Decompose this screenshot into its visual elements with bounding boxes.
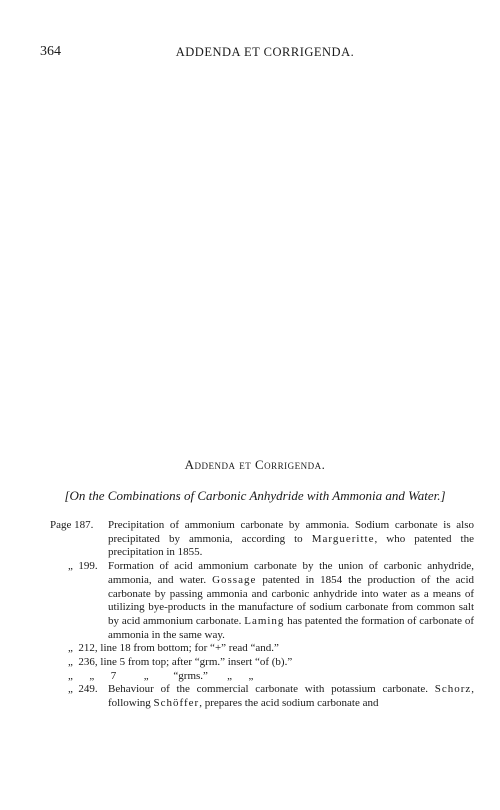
entry-text: Formation of acid ammonium carbonate by the union of carbonic anhydride, ammonia, and water. Gossage patented in 1854 the production of the acid carbonate by passing ammonia and carbonic anhydride into water as a means of utilizing bye-products in the manufacture of sodium carbonate from common salt by acid ammonium carbonate. Laming has patented the formation of carbonate of ammonia in the same way. [108,560,475,641]
person-name: Gossage [212,573,257,586]
entry-page-187 [50,519,474,560]
person-name: Laming [244,614,285,627]
entry-text: Precipitation of ammonium carbonate by ammonia. Sodium carbonate is also precipitated by ammonia, according to Margueritte, who patented the precipitation in 1855. [108,519,474,559]
entry-page-199 [50,560,474,642]
entry-ref: Page 187. [50,519,94,531]
entry-ref: „ 249. [68,683,98,696]
person-name: Schöffer [153,697,200,710]
correction-212: „ 212, line 18 from bottom; for “+” read “and.” [68,642,279,655]
person-name: Schorz [434,683,472,696]
section-title: Addenda et Corrigenda. [184,457,326,472]
running-head: ADDENDA ET CORRIGENDA. [175,45,355,59]
addenda-entries [50,519,474,711]
entry-ref: „ 199. [68,560,98,573]
person-name: Margueritte [311,532,375,545]
page-header [40,44,470,64]
entry-text: Behaviour of the commercial carbonate with potassium carbonate. Schorz, following Schöffer, prepares the acid sodium carbonate and [108,683,474,710]
page-number: 364 [40,44,61,59]
entry-page-249 [50,683,474,710]
correction-236: „ 236, line 5 from top; after “grm.” insert “of (b).” [68,656,293,669]
section-subtitle: [On the Combinations of Carbonic Anhydride with Ammonia and Water.] [64,488,446,503]
correction-ditto: „ „ 7 „ “grms.” „ „ [68,669,254,682]
